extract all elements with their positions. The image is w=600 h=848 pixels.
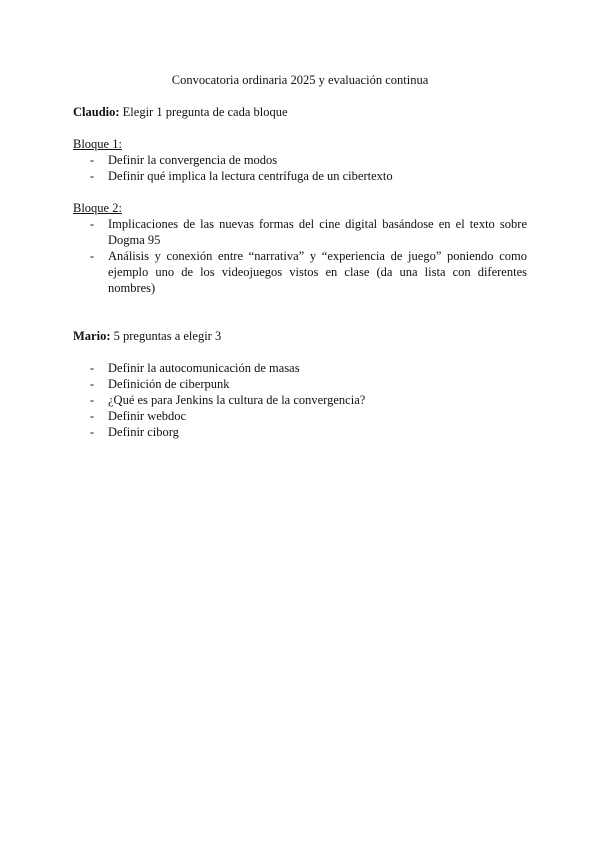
dash-bullet: - <box>90 361 95 375</box>
dash-bullet: - <box>90 409 95 423</box>
bloque-2-list <box>73 216 527 296</box>
dash-bullet: - <box>90 425 95 439</box>
list-item-text: ¿Qué es para Jenkins la cultura de la convergencia? <box>108 393 366 407</box>
list-item <box>73 216 527 248</box>
list-item <box>73 424 527 440</box>
dash-bullet: - <box>90 393 95 407</box>
list-item <box>73 376 527 392</box>
list-item <box>73 152 527 168</box>
bloque-1-heading: Bloque 1: <box>73 137 122 151</box>
list-item-text: Definición de ciberpunk <box>108 377 230 391</box>
dash-bullet: - <box>90 249 95 263</box>
list-item <box>73 408 527 424</box>
dash-bullet: - <box>90 153 95 167</box>
list-item-text: Definir qué implica la lectura centrífuga de un cibertexto <box>108 169 393 183</box>
mario-instruction: 5 preguntas a elegir 3 <box>110 329 222 343</box>
mario-name: Mario: <box>73 329 111 343</box>
dash-bullet: - <box>90 217 95 231</box>
document-title: Convocatoria ordinaria 2025 y evaluación continua <box>171 73 429 87</box>
list-item <box>73 392 527 408</box>
spacer <box>73 184 527 200</box>
claudio-intro <box>73 104 527 120</box>
list-item-text: Definir la convergencia de modos <box>108 153 278 167</box>
mario-intro <box>73 328 527 344</box>
claudio-name: Claudio: <box>73 105 120 119</box>
mario-list <box>73 360 527 440</box>
list-item <box>73 168 527 184</box>
spacer <box>73 344 527 360</box>
spacer <box>73 296 527 328</box>
list-item-text: Definir webdoc <box>108 409 187 423</box>
list-item-text: Definir la autocomunicación de masas <box>108 361 300 375</box>
spacer <box>73 120 527 136</box>
list-item <box>73 248 527 296</box>
dash-bullet: - <box>90 169 95 183</box>
claudio-instruction: Elegir 1 pregunta de cada bloque <box>119 105 288 119</box>
dash-bullet: - <box>90 377 95 391</box>
spacer <box>73 88 527 104</box>
list-item-text: Definir ciborg <box>108 425 179 439</box>
bloque-2-heading: Bloque 2: <box>73 201 122 215</box>
list-item-text: Implicaciones de las nuevas formas del cine digital basándose en el texto sobre Dogma 95 <box>108 217 527 247</box>
bloque-1-list <box>73 152 527 184</box>
list-item-text: Análisis y conexión entre “narrativa” y “experiencia de juego” poniendo como ejemplo uno de los videojuegos vistos en clase (da una lista con diferentes nombres) <box>108 249 527 295</box>
document-page <box>73 72 527 440</box>
list-item <box>73 360 527 376</box>
